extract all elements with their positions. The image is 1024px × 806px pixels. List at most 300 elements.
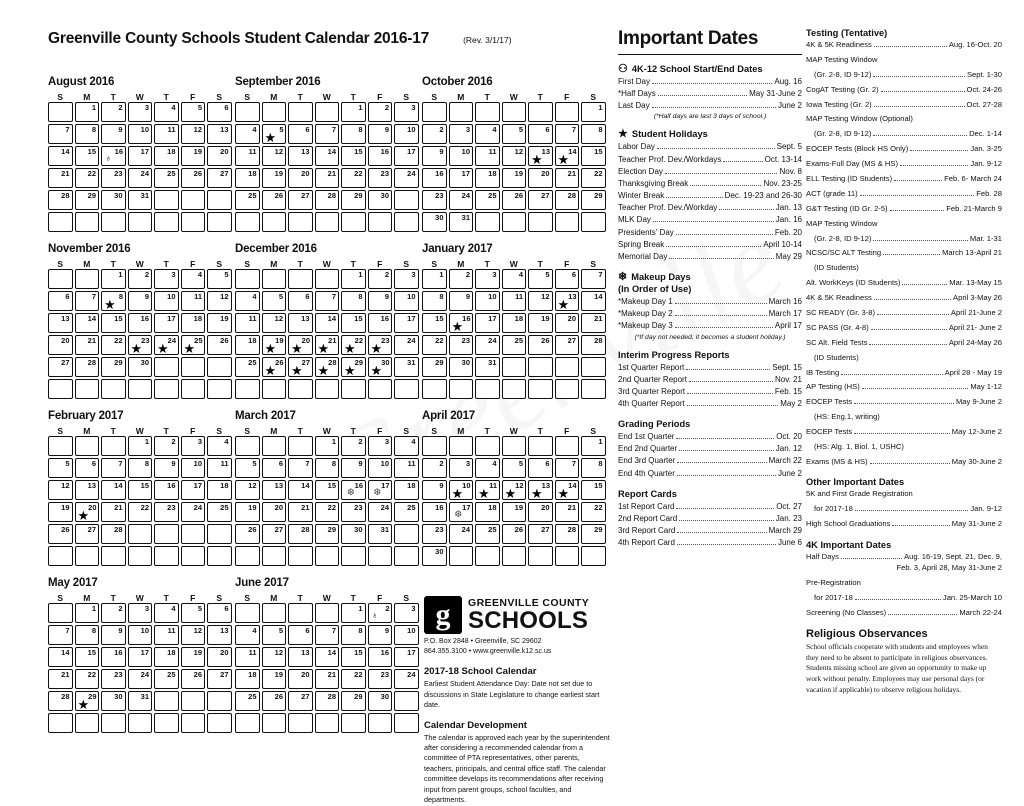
day-cell[interactable]: [48, 313, 73, 333]
day-cell[interactable]: [235, 647, 260, 667]
day-cell[interactable]: [262, 502, 287, 522]
day-cell[interactable]: [422, 269, 447, 289]
day-cell[interactable]: [341, 269, 366, 289]
day-cell[interactable]: [128, 436, 153, 456]
day-cell[interactable]: [341, 357, 366, 377]
day-cell[interactable]: [502, 146, 527, 166]
day-cell[interactable]: [449, 480, 474, 500]
day-cell[interactable]: [368, 313, 393, 333]
day-cell[interactable]: [101, 625, 126, 645]
day-cell[interactable]: [75, 647, 100, 667]
day-cell[interactable]: [368, 647, 393, 667]
day-cell[interactable]: [475, 458, 500, 478]
day-cell[interactable]: [48, 291, 73, 311]
day-cell[interactable]: [422, 524, 447, 544]
day-cell[interactable]: [288, 146, 313, 166]
day-cell[interactable]: [262, 168, 287, 188]
day-cell[interactable]: [528, 524, 553, 544]
day-cell[interactable]: [75, 335, 100, 355]
day-cell[interactable]: [422, 357, 447, 377]
day-cell[interactable]: [528, 313, 553, 333]
day-cell[interactable]: [181, 458, 206, 478]
day-cell[interactable]: [154, 168, 179, 188]
day-cell[interactable]: [422, 502, 447, 522]
day-cell[interactable]: [581, 291, 606, 311]
day-cell[interactable]: [288, 168, 313, 188]
day-cell[interactable]: [128, 691, 153, 711]
day-cell[interactable]: [394, 436, 419, 456]
day-cell[interactable]: [449, 212, 474, 232]
day-cell[interactable]: [207, 168, 232, 188]
day-cell[interactable]: [128, 603, 153, 623]
day-cell[interactable]: [449, 502, 474, 522]
day-cell[interactable]: [101, 168, 126, 188]
day-cell[interactable]: [288, 669, 313, 689]
day-cell[interactable]: [154, 502, 179, 522]
day-cell[interactable]: [368, 480, 393, 500]
day-cell[interactable]: [128, 124, 153, 144]
day-cell[interactable]: [235, 669, 260, 689]
day-cell[interactable]: [207, 335, 232, 355]
day-cell[interactable]: [341, 335, 366, 355]
day-cell[interactable]: [101, 124, 126, 144]
day-cell[interactable]: [181, 269, 206, 289]
day-cell[interactable]: [449, 335, 474, 355]
day-cell[interactable]: [555, 124, 580, 144]
day-cell[interactable]: [128, 168, 153, 188]
day-cell[interactable]: [154, 124, 179, 144]
day-cell[interactable]: [315, 480, 340, 500]
day-cell[interactable]: [262, 313, 287, 333]
day-cell[interactable]: [154, 603, 179, 623]
day-cell[interactable]: [207, 480, 232, 500]
day-cell[interactable]: [315, 357, 340, 377]
day-cell[interactable]: [368, 603, 393, 623]
day-cell[interactable]: [75, 524, 100, 544]
day-cell[interactable]: [422, 480, 447, 500]
day-cell[interactable]: [368, 357, 393, 377]
day-cell[interactable]: [422, 212, 447, 232]
day-cell[interactable]: [181, 102, 206, 122]
day-cell[interactable]: [315, 168, 340, 188]
day-cell[interactable]: [128, 502, 153, 522]
day-cell[interactable]: [502, 291, 527, 311]
day-cell[interactable]: [154, 436, 179, 456]
day-cell[interactable]: [154, 647, 179, 667]
day-cell[interactable]: [581, 102, 606, 122]
day-cell[interactable]: [368, 168, 393, 188]
day-cell[interactable]: [235, 146, 260, 166]
day-cell[interactable]: [394, 502, 419, 522]
day-cell[interactable]: [235, 313, 260, 333]
day-cell[interactable]: [262, 669, 287, 689]
day-cell[interactable]: [262, 458, 287, 478]
day-cell[interactable]: [475, 269, 500, 289]
day-cell[interactable]: [555, 335, 580, 355]
day-cell[interactable]: [288, 691, 313, 711]
day-cell[interactable]: [235, 691, 260, 711]
day-cell[interactable]: [154, 625, 179, 645]
day-cell[interactable]: [48, 168, 73, 188]
day-cell[interactable]: [555, 480, 580, 500]
day-cell[interactable]: [181, 436, 206, 456]
day-cell[interactable]: [101, 524, 126, 544]
day-cell[interactable]: [262, 335, 287, 355]
day-cell[interactable]: [288, 357, 313, 377]
day-cell[interactable]: [128, 190, 153, 210]
day-cell[interactable]: [341, 102, 366, 122]
day-cell[interactable]: [528, 291, 553, 311]
day-cell[interactable]: [341, 124, 366, 144]
day-cell[interactable]: [368, 625, 393, 645]
day-cell[interactable]: [555, 313, 580, 333]
day-cell[interactable]: [128, 269, 153, 289]
day-cell[interactable]: [235, 168, 260, 188]
day-cell[interactable]: [422, 313, 447, 333]
day-cell[interactable]: [394, 124, 419, 144]
day-cell[interactable]: [475, 524, 500, 544]
day-cell[interactable]: [528, 190, 553, 210]
day-cell[interactable]: [75, 458, 100, 478]
day-cell[interactable]: [48, 480, 73, 500]
day-cell[interactable]: [341, 502, 366, 522]
day-cell[interactable]: [235, 458, 260, 478]
day-cell[interactable]: [154, 458, 179, 478]
day-cell[interactable]: [394, 480, 419, 500]
day-cell[interactable]: [581, 313, 606, 333]
day-cell[interactable]: [502, 190, 527, 210]
day-cell[interactable]: [449, 269, 474, 289]
day-cell[interactable]: [262, 190, 287, 210]
day-cell[interactable]: [528, 502, 553, 522]
day-cell[interactable]: [502, 335, 527, 355]
day-cell[interactable]: [235, 524, 260, 544]
day-cell[interactable]: [341, 436, 366, 456]
day-cell[interactable]: [48, 146, 73, 166]
day-cell[interactable]: [449, 458, 474, 478]
day-cell[interactable]: [341, 313, 366, 333]
day-cell[interactable]: [555, 146, 580, 166]
day-cell[interactable]: [368, 458, 393, 478]
day-cell[interactable]: [128, 458, 153, 478]
day-cell[interactable]: [207, 124, 232, 144]
day-cell[interactable]: [315, 458, 340, 478]
day-cell[interactable]: [422, 190, 447, 210]
day-cell[interactable]: [128, 146, 153, 166]
day-cell[interactable]: [315, 691, 340, 711]
day-cell[interactable]: [181, 335, 206, 355]
day-cell[interactable]: [288, 458, 313, 478]
day-cell[interactable]: [315, 313, 340, 333]
day-cell[interactable]: [581, 190, 606, 210]
day-cell[interactable]: [48, 625, 73, 645]
day-cell[interactable]: [75, 146, 100, 166]
day-cell[interactable]: [394, 458, 419, 478]
day-cell[interactable]: [128, 357, 153, 377]
day-cell[interactable]: [235, 480, 260, 500]
day-cell[interactable]: [581, 168, 606, 188]
day-cell[interactable]: [207, 458, 232, 478]
day-cell[interactable]: [394, 335, 419, 355]
day-cell[interactable]: [288, 480, 313, 500]
day-cell[interactable]: [75, 124, 100, 144]
day-cell[interactable]: [341, 524, 366, 544]
day-cell[interactable]: [128, 480, 153, 500]
day-cell[interactable]: [581, 269, 606, 289]
day-cell[interactable]: [581, 124, 606, 144]
day-cell[interactable]: [315, 124, 340, 144]
day-cell[interactable]: [449, 190, 474, 210]
day-cell[interactable]: [475, 480, 500, 500]
day-cell[interactable]: [207, 313, 232, 333]
day-cell[interactable]: [48, 669, 73, 689]
day-cell[interactable]: [128, 335, 153, 355]
day-cell[interactable]: [502, 524, 527, 544]
day-cell[interactable]: [75, 102, 100, 122]
day-cell[interactable]: [48, 524, 73, 544]
day-cell[interactable]: [262, 625, 287, 645]
day-cell[interactable]: [394, 625, 419, 645]
day-cell[interactable]: [341, 458, 366, 478]
day-cell[interactable]: [154, 313, 179, 333]
day-cell[interactable]: [181, 168, 206, 188]
day-cell[interactable]: [502, 124, 527, 144]
day-cell[interactable]: [368, 335, 393, 355]
day-cell[interactable]: [154, 269, 179, 289]
day-cell[interactable]: [475, 168, 500, 188]
day-cell[interactable]: [75, 691, 100, 711]
day-cell[interactable]: [394, 647, 419, 667]
day-cell[interactable]: [101, 335, 126, 355]
day-cell[interactable]: [315, 436, 340, 456]
day-cell[interactable]: [235, 625, 260, 645]
day-cell[interactable]: [288, 524, 313, 544]
day-cell[interactable]: [75, 625, 100, 645]
day-cell[interactable]: [581, 146, 606, 166]
day-cell[interactable]: [528, 458, 553, 478]
day-cell[interactable]: [422, 291, 447, 311]
day-cell[interactable]: [341, 691, 366, 711]
day-cell[interactable]: [581, 458, 606, 478]
day-cell[interactable]: [154, 291, 179, 311]
day-cell[interactable]: [422, 124, 447, 144]
day-cell[interactable]: [315, 335, 340, 355]
day-cell[interactable]: [235, 190, 260, 210]
day-cell[interactable]: [288, 502, 313, 522]
day-cell[interactable]: [502, 458, 527, 478]
day-cell[interactable]: [528, 146, 553, 166]
day-cell[interactable]: [449, 124, 474, 144]
day-cell[interactable]: [449, 146, 474, 166]
day-cell[interactable]: [422, 146, 447, 166]
day-cell[interactable]: [394, 669, 419, 689]
day-cell[interactable]: [394, 603, 419, 623]
day-cell[interactable]: [75, 669, 100, 689]
day-cell[interactable]: [181, 480, 206, 500]
day-cell[interactable]: [288, 190, 313, 210]
day-cell[interactable]: [581, 502, 606, 522]
day-cell[interactable]: [75, 313, 100, 333]
day-cell[interactable]: [101, 146, 126, 166]
day-cell[interactable]: [528, 124, 553, 144]
day-cell[interactable]: [555, 458, 580, 478]
day-cell[interactable]: [288, 124, 313, 144]
day-cell[interactable]: [555, 190, 580, 210]
day-cell[interactable]: [154, 669, 179, 689]
day-cell[interactable]: [207, 102, 232, 122]
day-cell[interactable]: [555, 502, 580, 522]
day-cell[interactable]: [315, 291, 340, 311]
day-cell[interactable]: [368, 291, 393, 311]
day-cell[interactable]: [207, 647, 232, 667]
day-cell[interactable]: [48, 357, 73, 377]
day-cell[interactable]: [341, 647, 366, 667]
day-cell[interactable]: [341, 625, 366, 645]
day-cell[interactable]: [394, 291, 419, 311]
day-cell[interactable]: [422, 335, 447, 355]
day-cell[interactable]: [502, 480, 527, 500]
day-cell[interactable]: [315, 524, 340, 544]
day-cell[interactable]: [75, 357, 100, 377]
day-cell[interactable]: [154, 102, 179, 122]
day-cell[interactable]: [475, 291, 500, 311]
day-cell[interactable]: [181, 625, 206, 645]
day-cell[interactable]: [128, 313, 153, 333]
day-cell[interactable]: [315, 647, 340, 667]
day-cell[interactable]: [75, 190, 100, 210]
day-cell[interactable]: [128, 102, 153, 122]
day-cell[interactable]: [502, 269, 527, 289]
day-cell[interactable]: [449, 291, 474, 311]
day-cell[interactable]: [154, 335, 179, 355]
day-cell[interactable]: [315, 669, 340, 689]
day-cell[interactable]: [101, 190, 126, 210]
day-cell[interactable]: [101, 357, 126, 377]
day-cell[interactable]: [341, 146, 366, 166]
day-cell[interactable]: [368, 691, 393, 711]
day-cell[interactable]: [128, 625, 153, 645]
day-cell[interactable]: [528, 269, 553, 289]
day-cell[interactable]: [528, 480, 553, 500]
day-cell[interactable]: [502, 168, 527, 188]
day-cell[interactable]: [101, 603, 126, 623]
day-cell[interactable]: [394, 168, 419, 188]
day-cell[interactable]: [181, 124, 206, 144]
day-cell[interactable]: [207, 603, 232, 623]
day-cell[interactable]: [288, 647, 313, 667]
day-cell[interactable]: [555, 168, 580, 188]
day-cell[interactable]: [262, 291, 287, 311]
day-cell[interactable]: [207, 269, 232, 289]
day-cell[interactable]: [48, 124, 73, 144]
day-cell[interactable]: [235, 357, 260, 377]
day-cell[interactable]: [422, 458, 447, 478]
day-cell[interactable]: [288, 625, 313, 645]
day-cell[interactable]: [128, 669, 153, 689]
day-cell[interactable]: [207, 436, 232, 456]
day-cell[interactable]: [48, 647, 73, 667]
day-cell[interactable]: [262, 146, 287, 166]
day-cell[interactable]: [207, 291, 232, 311]
day-cell[interactable]: [394, 102, 419, 122]
day-cell[interactable]: [235, 335, 260, 355]
day-cell[interactable]: [288, 291, 313, 311]
day-cell[interactable]: [449, 524, 474, 544]
day-cell[interactable]: [101, 480, 126, 500]
day-cell[interactable]: [48, 190, 73, 210]
day-cell[interactable]: [262, 480, 287, 500]
day-cell[interactable]: [235, 291, 260, 311]
day-cell[interactable]: [154, 480, 179, 500]
day-cell[interactable]: [288, 313, 313, 333]
day-cell[interactable]: [262, 691, 287, 711]
day-cell[interactable]: [341, 168, 366, 188]
day-cell[interactable]: [207, 625, 232, 645]
day-cell[interactable]: [181, 146, 206, 166]
day-cell[interactable]: [475, 146, 500, 166]
day-cell[interactable]: [341, 190, 366, 210]
day-cell[interactable]: [555, 291, 580, 311]
day-cell[interactable]: [75, 603, 100, 623]
day-cell[interactable]: [341, 669, 366, 689]
day-cell[interactable]: [555, 269, 580, 289]
day-cell[interactable]: [502, 313, 527, 333]
day-cell[interactable]: [48, 502, 73, 522]
day-cell[interactable]: [288, 335, 313, 355]
day-cell[interactable]: [207, 669, 232, 689]
day-cell[interactable]: [475, 357, 500, 377]
day-cell[interactable]: [262, 357, 287, 377]
day-cell[interactable]: [181, 291, 206, 311]
day-cell[interactable]: [48, 335, 73, 355]
day-cell[interactable]: [581, 436, 606, 456]
day-cell[interactable]: [394, 269, 419, 289]
day-cell[interactable]: [528, 335, 553, 355]
day-cell[interactable]: [341, 480, 366, 500]
day-cell[interactable]: [262, 524, 287, 544]
day-cell[interactable]: [101, 502, 126, 522]
day-cell[interactable]: [368, 669, 393, 689]
day-cell[interactable]: [475, 124, 500, 144]
day-cell[interactable]: [154, 146, 179, 166]
day-cell[interactable]: [368, 524, 393, 544]
day-cell[interactable]: [315, 190, 340, 210]
logo-contact-line[interactable]: 864.355.3100 • www.greenville.k12.sc.us: [424, 648, 552, 656]
day-cell[interactable]: [235, 502, 260, 522]
day-cell[interactable]: [101, 102, 126, 122]
day-cell[interactable]: [75, 168, 100, 188]
day-cell[interactable]: [581, 335, 606, 355]
day-cell[interactable]: [75, 502, 100, 522]
day-cell[interactable]: [449, 168, 474, 188]
day-cell[interactable]: [368, 190, 393, 210]
day-cell[interactable]: [528, 168, 553, 188]
day-cell[interactable]: [368, 502, 393, 522]
day-cell[interactable]: [101, 291, 126, 311]
day-cell[interactable]: [101, 669, 126, 689]
day-cell[interactable]: [368, 269, 393, 289]
day-cell[interactable]: [262, 647, 287, 667]
day-cell[interactable]: [207, 146, 232, 166]
day-cell[interactable]: [75, 291, 100, 311]
day-cell[interactable]: [181, 313, 206, 333]
day-cell[interactable]: [101, 269, 126, 289]
day-cell[interactable]: [368, 102, 393, 122]
day-cell[interactable]: [315, 146, 340, 166]
day-cell[interactable]: [181, 502, 206, 522]
day-cell[interactable]: [394, 357, 419, 377]
day-cell[interactable]: [475, 335, 500, 355]
